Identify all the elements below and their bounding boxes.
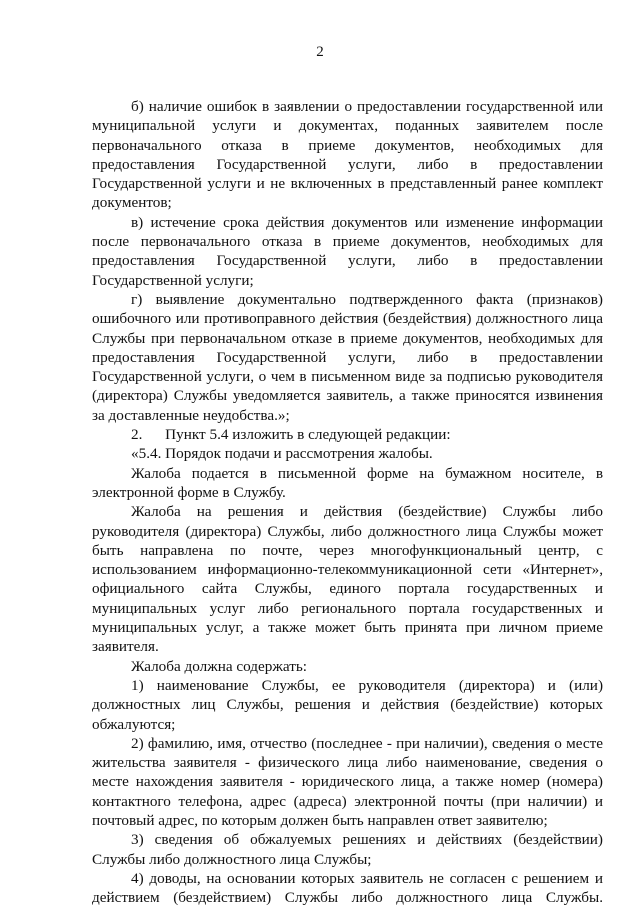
paragraph-item-v: в) истечение срока действия документов или изменение информации после первоначального отказа в приеме документов, необходимых для предоставления Государственной услуги, либо в предоставлении Государственной услуги;: [92, 213, 603, 289]
paragraph-complaint-contents: Жалоба должна содержать:: [131, 657, 307, 675]
paragraph-item-b: б) наличие ошибок в заявлении о предоставлении государственной или муниципальной услуги и документах, поданных заявителем после первоначального отказа в приеме документов, необходимых для предоставления Государственной услуги, либо в предоставлении Государственной услуги и не включенных в представленный ранее комплект документов;: [92, 98, 603, 212]
paragraph-item-g: г) выявление документально подтвержденного факта (признаков) ошибочного или противоправного действия (бездействия) должностного лица Службы при первоначальном отказе в приеме документов, необходимых для предоставления Государственной услуги, либо в предоставлении Государственной услуги, о чем в письменном виде за подписью руководителя (директора) Службы уведомляется заявитель, а также приносятся извинения за доставленные неудобства.»;: [92, 290, 603, 424]
page-number: 2: [316, 44, 324, 60]
paragraph-point-2: 2. Пункт 5.4 изложить в следующей редакции:: [131, 426, 451, 444]
paragraph-complaint-channels: Жалоба на решения и действия (бездействие) Службы либо руководителя (директора) Службы, либо должностного лица Службы может быть направлена по почте, через многофункциональный центр, с использованием информационно-телекоммуникационной сети «Интернет», официального сайта Службы, единого портала государственных и муниципальных услуг либо регионального портала государственных и муниципальных услуг, а также может быть принята при личном приеме заявителя.: [92, 503, 603, 656]
paragraph-list-item-4: 4) доводы, на основании которых заявитель не согласен с решением и действием (бездействием) Службы либо должностного лица Службы.: [92, 869, 603, 907]
paragraph-complaint-form: Жалоба подается в письменной форме на бумажном носителе, в электронной форме в Службу.: [92, 464, 603, 501]
paragraph-list-item-3: 3) сведения об обжалуемых решениях и действиях (бездействии) Службы либо должностного лица Службы;: [92, 831, 603, 868]
document-body: [92, 97, 603, 907]
paragraph-list-item-1: 1) наименование Службы, ее руководителя (директора) и (или) должностных лиц Службы, решения и действия (бездействие) которых обжалуются;: [92, 676, 603, 733]
paragraph-section-heading: «5.4. Порядок подачи и рассмотрения жалобы.: [131, 445, 433, 463]
paragraph-list-item-2: 2) фамилию, имя, отчество (последнее - при наличии), сведения о месте жительства заявителя - физического лица либо наименование, сведения о месте нахождения заявителя - юридического лица, а также номер (номера) контактного телефона, адрес (адреса) электронной почты (при наличии) и почтовый адрес, по которым должен быть направлен ответ заявителю;: [92, 734, 603, 829]
